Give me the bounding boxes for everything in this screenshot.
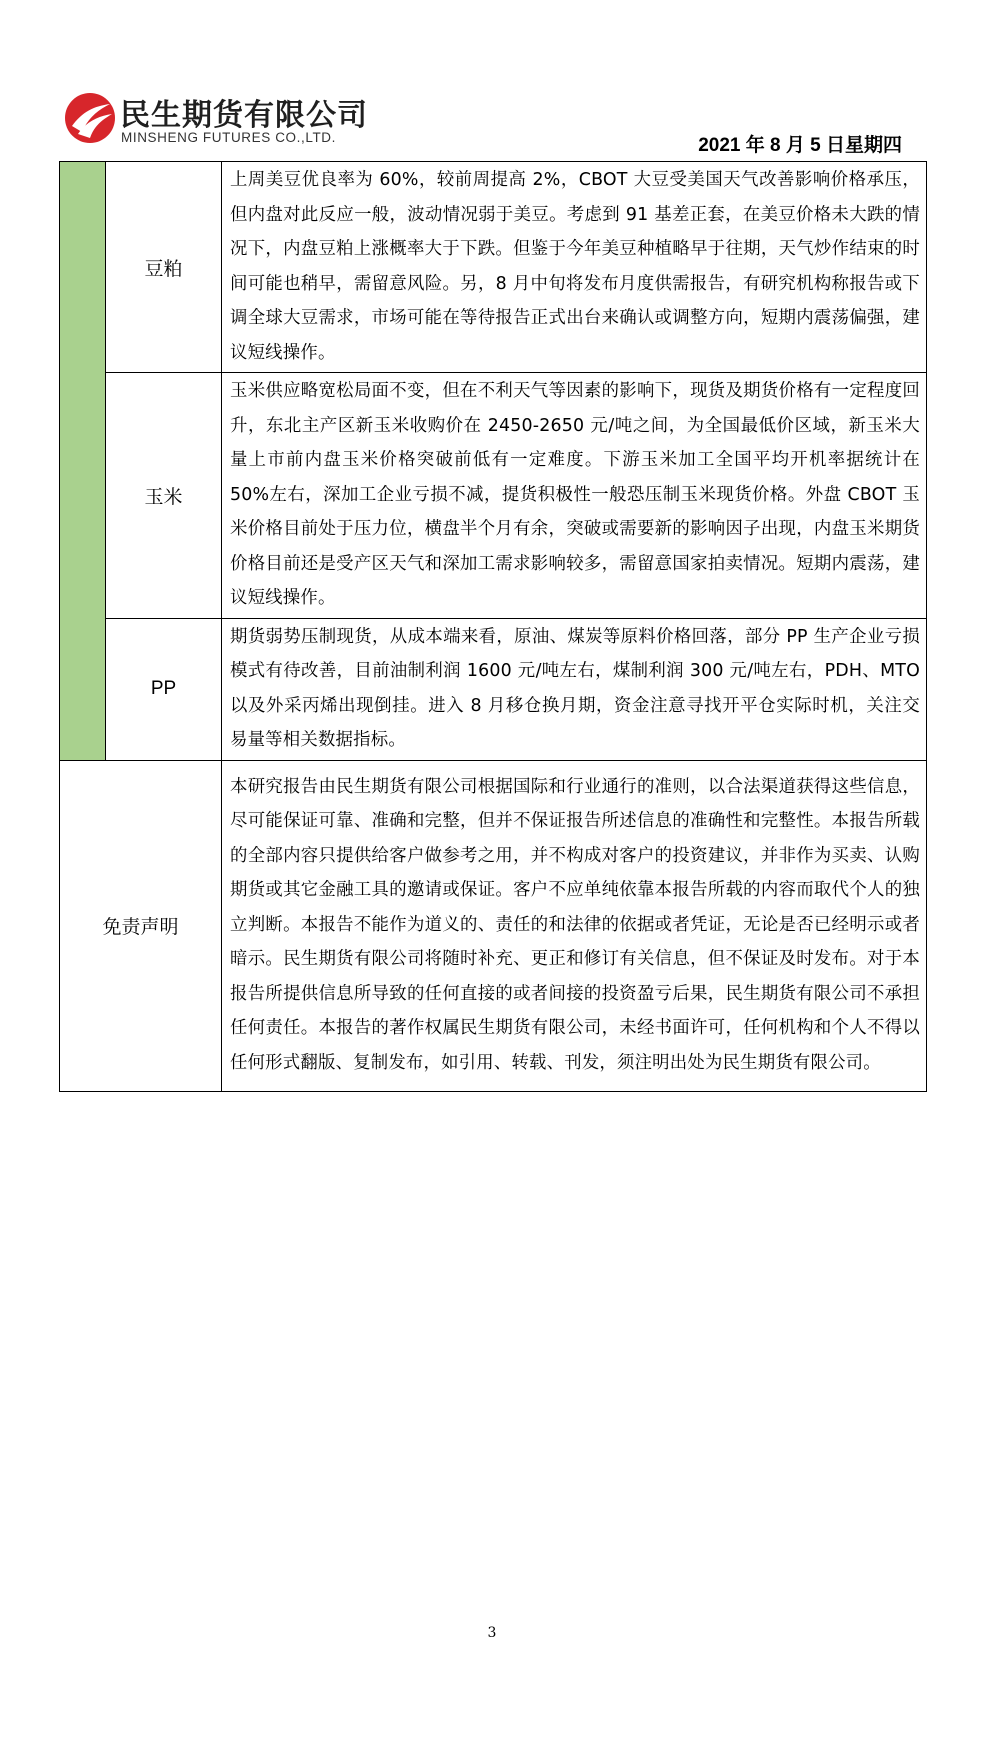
- disclaimer-text: 本研究报告由民生期货有限公司根据国际和行业通行的准则，以合法渠道获得这些信息，尽可能保证可靠、准确和完整，但并不保证报告所述信息的准确性和完整性。本报告所载的全部内容只提供给客户做参考之用，并不构成对客户的投资建议，并非作为买卖、认购期货或其它金融工具的邀请或保证。客户不应单纯依靠本报告所载的内容而取代个人的独立判断。本报告不能作为道义的、责任的和法律的依据或者凭证，无论是否已经明示或者暗示。民生期货有限公司将随时补充、更正和修订有关信息，但不保证及时发布。对于本报告所提供信息所导致的任何直接的或者间接的投资盈亏后果，民生期货有限公司不承担任何责任。本报告的著作权属民生期货有限公司，未经书面许可，任何机构和个人不得以任何形式翻版、复制发布，如引用、转载、刊发，须注明出处为民生期货有限公司。: [222, 760, 927, 1091]
- page-number: 3: [487, 1625, 497, 1641]
- company-logo: [64, 88, 368, 152]
- row-label-pp: PP: [106, 618, 222, 760]
- row-text-pp: 期货弱势压制现货，从成本端来看，原油、煤炭等原料价格回落，部分 PP 生产企业亏损模式有待改善，目前油制利润 1600 元/吨左右，煤制利润 300 元/吨左右，PDH、MTO 以及外采丙烯出现倒挂。进入 8 月移仓换月期，资金注意寻找开平仓实际时机，关注交易量等相关数据指标。: [222, 618, 927, 760]
- report-table: [59, 161, 927, 1092]
- company-name-cn: 民生期货有限公司: [120, 98, 368, 133]
- report-date: 2021 年 8 月 5 日星期四: [698, 135, 902, 156]
- row-text-soymeal: 上周美豆优良率为 60%，较前周提高 2%，CBOT 大豆受美国天气改善影响价格承压，但内盘对此反应一般，波动情况弱于美豆。考虑到 91 基差正套，在美豆价格未大跌的情况下，内盘豆粕上涨概率大于下跌。但鉴于今年美豆种植略早于往期，天气炒作结束的时间可能也稍早，需留意风险。另，8 月中旬将发布月度供需报告，有研究机构称报告或下调全球大豆需求，市场可能在等待报告正式出台来确认或调整方向，短期内震荡偏强，建议短线操作。: [222, 162, 927, 373]
- company-name-en: MINSHENG FUTURES CO.,LTD.: [121, 130, 337, 145]
- page-header: [0, 0, 984, 160]
- disclaimer-label: 免责声明: [60, 760, 222, 1091]
- category-side-band: [60, 162, 106, 761]
- row-label-soymeal: 豆粕: [106, 162, 222, 373]
- table-row-corn: [60, 373, 927, 619]
- table-row-disclaimer: [60, 760, 927, 1091]
- table-row-soymeal: [60, 162, 927, 373]
- row-text-corn: 玉米供应略宽松局面不变，但在不利天气等因素的影响下，现货及期货价格有一定程度回升，东北主产区新玉米收购价在 2450-2650 元/吨之间，为全国最低价区域，新玉米大量上市前内盘玉米价格突破前低有一定难度。下游玉米加工全国平均开机率据统计在 50%左右，深加工企业亏损不减，提货积极性一般恐压制玉米现货价格。外盘 CBOT 玉米价格目前处于压力位，横盘半个月有余，突破或需要新的影响因子出现，内盘玉米期货价格目前还是受产区天气和深加工需求影响较多，需留意国家拍卖情况。短期内震荡，建议短线操作。: [222, 373, 927, 619]
- table-row-pp: [60, 618, 927, 760]
- row-label-corn: 玉米: [106, 373, 222, 619]
- company-logo-icon: [64, 92, 116, 144]
